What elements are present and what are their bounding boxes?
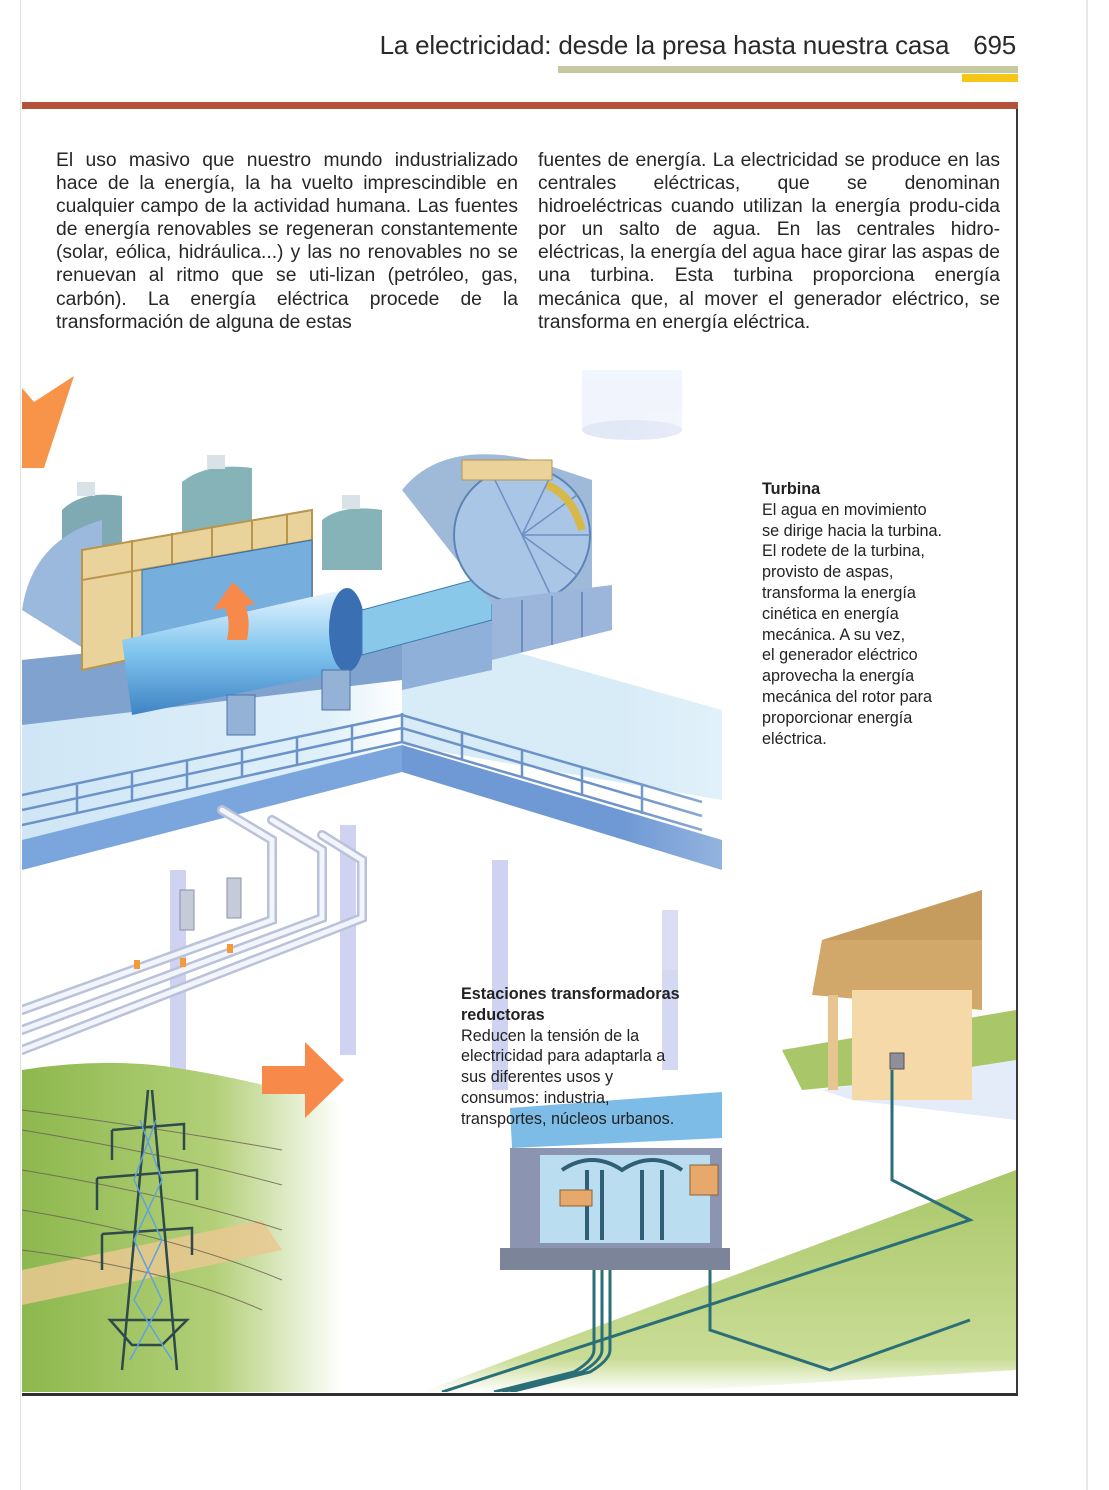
- callout-turbina-line: transforma la energía: [762, 583, 916, 602]
- callout-turbina-line: mecánica del rotor para: [762, 687, 933, 706]
- callout-estaciones: [461, 984, 751, 1130]
- running-head: [300, 30, 1016, 61]
- callout-estaciones-line: sus diferentes usos y: [461, 1068, 614, 1087]
- callout-turbina: [762, 479, 992, 749]
- callout-estaciones-line: consumos: industria,: [461, 1088, 610, 1107]
- callout-estaciones-line: electricidad para adaptarla a: [461, 1047, 666, 1066]
- callout-turbina-line: provisto de aspas,: [762, 563, 894, 582]
- callout-estaciones-heading: reductoras: [461, 1005, 545, 1024]
- callout-turbina-line: cinética en energía: [762, 604, 899, 623]
- callout-turbina-line: se dirige hacia la turbina.: [762, 521, 942, 540]
- intro-paragraph-2: fuentes de energía. La electricidad se produce en las centrales eléctricas, que se denominan hidroeléctricas cuando utilizan la energía produ-cida por un salto de agua. En las centrales hidro-eléctricas, la energía del agua hace girar las aspas de una turbina. Esta turbina proporciona energía mecánica que, al mover el generador eléctrico, se transforma en energía eléctrica.: [538, 150, 1000, 333]
- callout-turbina-line: El rodete de la turbina,: [762, 542, 925, 561]
- page-edge: [20, 0, 21, 1490]
- section-red-rule: [22, 102, 1018, 109]
- callout-turbina-line: eléctrica.: [762, 729, 827, 748]
- running-title: La electricidad: desde la presa hasta nuestra casa: [379, 30, 950, 60]
- page-number: 695: [973, 30, 1016, 60]
- header-yellow-tab: [962, 74, 1018, 82]
- callout-estaciones-line: Reducen la tensión de la: [461, 1026, 640, 1045]
- callout-turbina-line: aprovecha la energía: [762, 667, 915, 686]
- callout-estaciones-line: transportes, núcleos urbanos.: [461, 1109, 675, 1128]
- callout-estaciones-heading: Estaciones transformadoras: [461, 985, 680, 1003]
- intro-paragraph-1: El uso masivo que nuestro mundo industrializado hace de la energía, la ha vuelto imprescindible en cualquier campo de la actividad humana. Las fuentes de energía renovables se regeneran constantemente (solar, eólica, hidráulica...) y las no renovables no se renuevan al ritmo que se uti-lizan (petróleo, gas, carbón). La energía eléctrica procede de la transformación de alguna de estas: [56, 150, 518, 333]
- callout-turbina-line: el generador eléctrico: [762, 646, 918, 665]
- callout-turbina-line: El agua en movimiento: [762, 500, 927, 519]
- orange-arrow-icon: [22, 376, 74, 468]
- callout-turbina-line: mecánica. A su vez,: [762, 625, 906, 644]
- intro-column-1: [56, 149, 518, 334]
- callout-turbina-heading: Turbina: [762, 480, 821, 498]
- intro-column-2: [538, 149, 1000, 334]
- header-olive-bar: [558, 66, 1018, 73]
- power-pylon: [22, 1042, 344, 1392]
- callout-turbina-line: proporcionar energía: [762, 708, 913, 727]
- page-edge: [1086, 0, 1088, 1490]
